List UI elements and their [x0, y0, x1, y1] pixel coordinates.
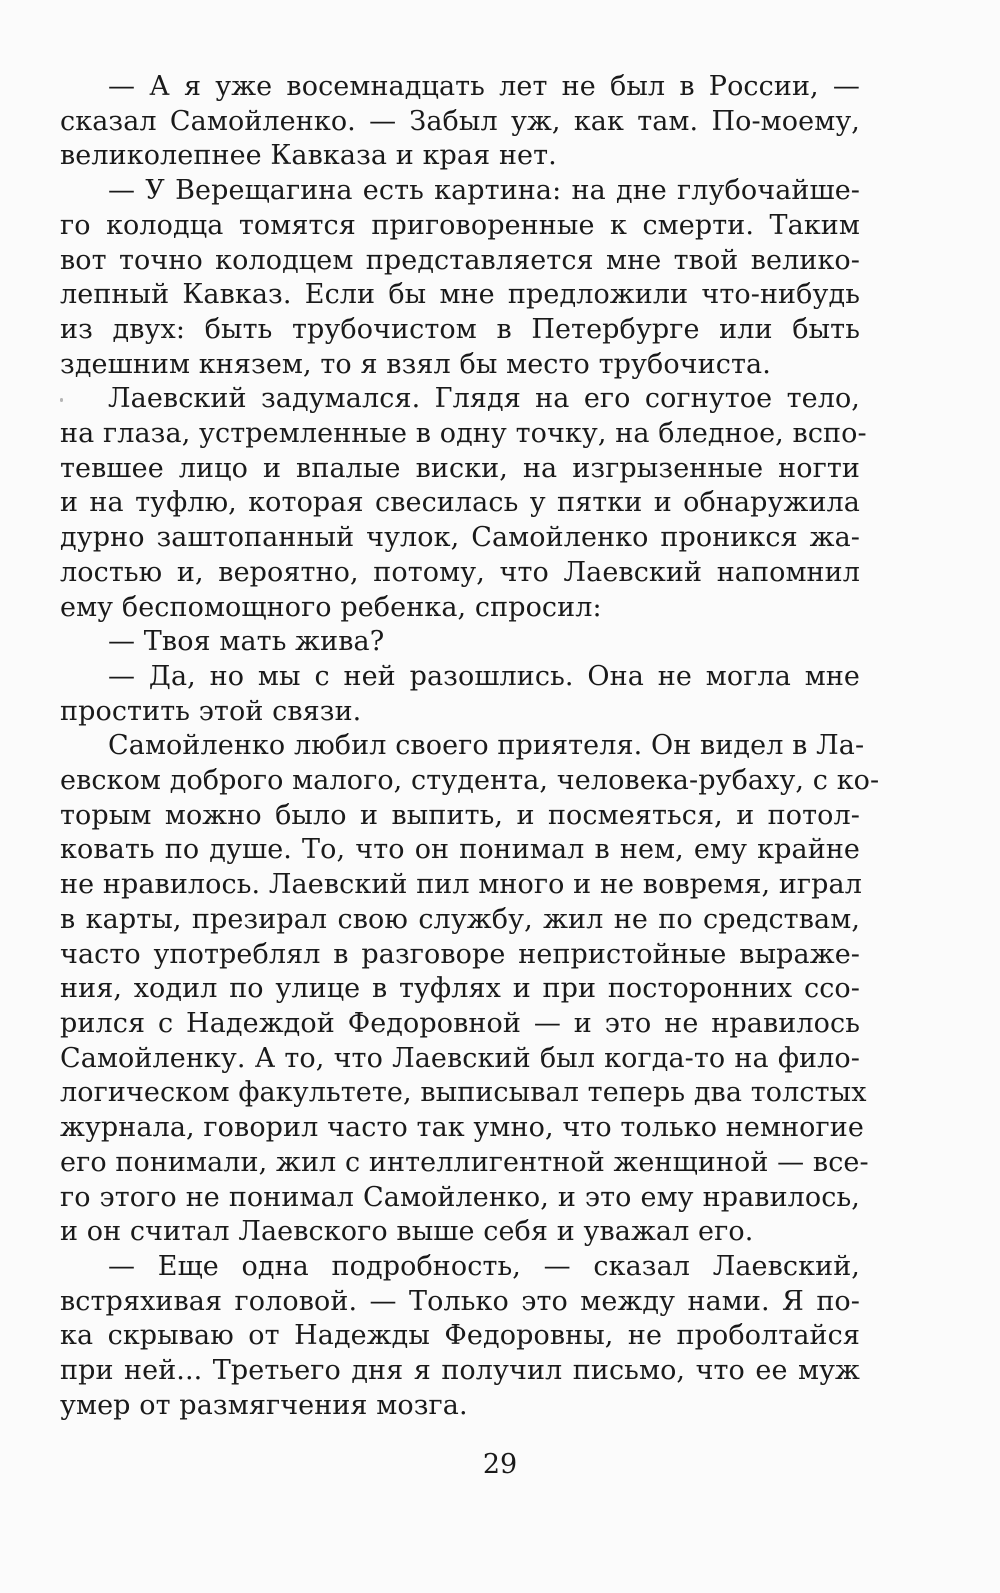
text-line: рился с Надеждой Федоровной — и это не нравилось [60, 1007, 860, 1039]
body-text [60, 70, 880, 1423]
text-line: лостью и, вероятно, потому, что Лаевский напомнил [60, 556, 860, 588]
text-line: ния, ходил по улице в туфлях и при посторонних ссо- [60, 973, 860, 1005]
text-line: торым можно было и выпить, и посмеяться, и потол- [60, 799, 860, 831]
text-line: логическом факультете, выписывал теперь два толстых [60, 1077, 867, 1109]
text-line: — Твоя мать жива? [108, 626, 385, 658]
text-line: сказал Самойленко. — Забыл уж, как там. По-моему, [60, 105, 860, 137]
text-line: умер от размягчения мозга. [60, 1389, 468, 1421]
text-line: дурно заштопанный чулок, Самойленко проникся жа- [60, 522, 860, 554]
text-line: при ней... Третьего дня я получил письмо, что ее муж [60, 1355, 860, 1387]
text-line: на глаза, устремленные в одну точку, на бледное, вспо- [60, 418, 867, 450]
text-line: великолепнее Кавказа и края нет. [60, 140, 557, 172]
text-line: не нравилось. Лаевский пил много и не вовремя, играл [60, 869, 862, 901]
text-line: часто употреблял в разговоре непристойные выраже- [60, 938, 860, 970]
text-line: его понимали, жил с интеллигентной женщиной — все- [60, 1146, 869, 1178]
text-line: го этого не понимал Самойленко, и это ему нравилось, [60, 1181, 860, 1213]
text-line: — А я уже восемнадцать лет не был в России, — [108, 71, 860, 102]
text-line: евском доброго малого, студента, человека-рубаху, с ко- [60, 765, 880, 797]
text-line: Самойленко любил своего приятеля. Он видел в Ла- [108, 730, 865, 762]
text-line: лепный Кавказ. Если бы мне предложили что-нибудь [60, 279, 860, 311]
text-line: встряхивая головой. — Только это между нами. Я по- [60, 1285, 860, 1317]
page-number: 29 [482, 1449, 518, 1480]
text-line: и на туфлю, которая свесилась у пятки и обнаружила [60, 487, 860, 519]
text-line: ковать по душе. То, что он понимал в нем, ему крайне [60, 834, 860, 866]
text-line: из двух: быть трубочистом в Петербурге или быть [60, 313, 860, 345]
text-line: — Да, но мы с ней разошлись. Она не могла мне [108, 660, 860, 692]
text-line: простить этой связи. [60, 695, 362, 727]
text-line: Лаевский задумался. Глядя на его согнутое тело, [108, 383, 860, 415]
text-line: го колодца томятся приговоренные к смерти. Таким [60, 209, 860, 241]
text-line: — У Верещагина есть картина: на дне глубочайше- [108, 175, 860, 207]
text-line: Самойленку. А то, что Лаевский был когда-то на фило- [60, 1042, 860, 1074]
text-line: вот точно колодцем представляется мне твой велико- [60, 244, 860, 276]
text-line: и он считал Лаевского выше себя и уважал его. [60, 1216, 754, 1248]
text-line: ему беспомощного ребенка, спросил: [60, 591, 602, 623]
text-line: тевшее лицо и впалые виски, на изгрызенные ногти [60, 452, 860, 484]
text-line: журнала, говорил часто так умно, что только немногие [60, 1112, 864, 1144]
text-line: ка скрываю от Надежды Федоровны, не проболтайся [60, 1320, 860, 1352]
text-line: — Еще одна подробность, — сказал Лаевский, [108, 1250, 860, 1282]
text-line: здешним князем, то я взял бы место трубочиста. [60, 348, 771, 380]
text-line: в карты, презирал свою службу, жил не по средствам, [60, 903, 860, 935]
